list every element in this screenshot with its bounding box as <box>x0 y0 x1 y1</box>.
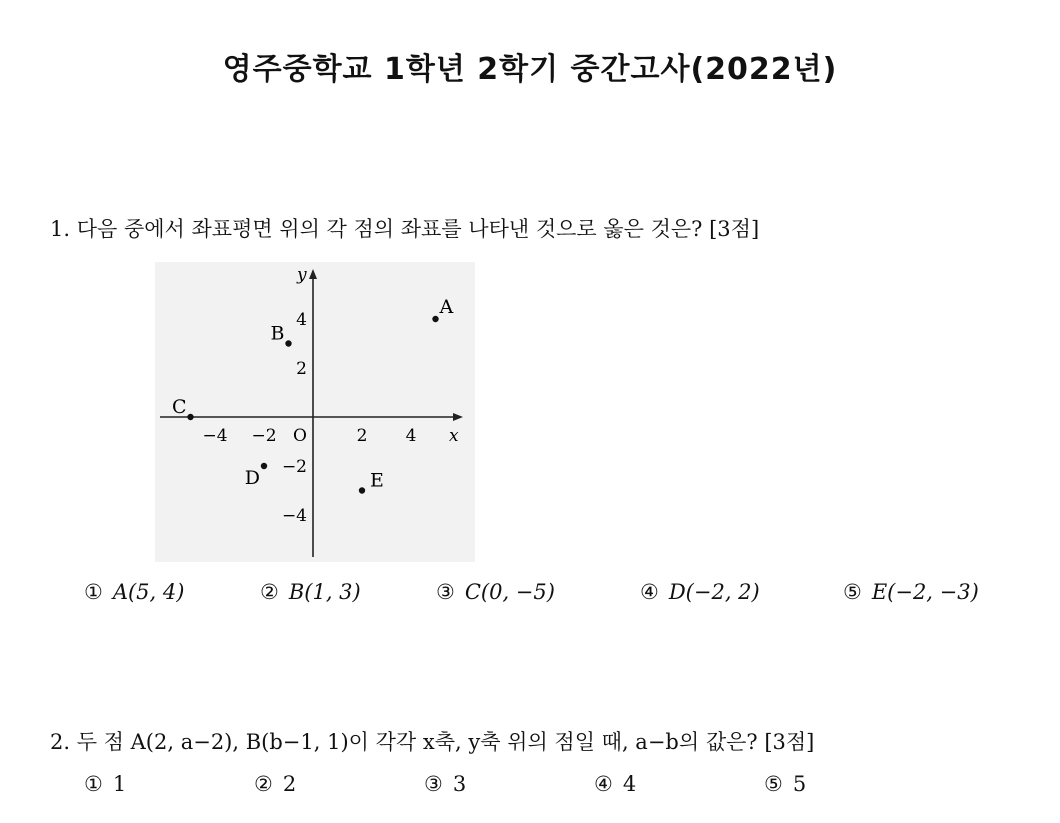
choice-number: ③ <box>424 772 443 796</box>
choice-number: ① <box>84 772 103 796</box>
point-c <box>187 414 193 420</box>
x-tick-label: −2 <box>251 426 277 446</box>
point-a <box>432 316 438 322</box>
choice-number: ⑤ <box>764 772 783 796</box>
y-tick-label: −2 <box>281 457 307 477</box>
point-e <box>359 487 365 493</box>
choice-number: ② <box>254 772 273 796</box>
point-label-b: B <box>270 322 285 345</box>
point-label-c: C <box>171 396 187 418</box>
choice-number: ④ <box>640 580 659 604</box>
choice-text: 1 <box>112 772 127 796</box>
point-label-a: A <box>439 296 454 318</box>
y-tick-label: 2 <box>296 359 307 379</box>
question-1-text: 1. 다음 중에서 좌표평면 위의 각 점의 좌표를 나타낸 것으로 옳은 것은? [3점] <box>50 217 760 241</box>
choice-4[interactable] <box>594 772 636 796</box>
choice-1[interactable] <box>84 772 126 796</box>
x-tick-label: 4 <box>405 426 417 446</box>
x-axis-label: x <box>449 426 459 446</box>
choice-text: 4 <box>622 772 637 796</box>
choice-text: 2 <box>282 772 297 796</box>
point-label-e: E <box>370 469 384 492</box>
coordinate-plane-figure <box>155 262 475 562</box>
y-tick-label: −4 <box>281 506 307 526</box>
choice-number: ① <box>84 580 103 604</box>
choice-text: 5 <box>792 772 807 796</box>
choice-text: D(−2, 2) <box>668 580 760 604</box>
point-label-d: D <box>244 467 260 489</box>
x-tick-label: 2 <box>356 426 368 446</box>
choice-3[interactable] <box>436 580 555 604</box>
page-title: 영주중학교 1학년 2학기 중간고사(2022년) <box>222 52 838 87</box>
y-tick-label: 4 <box>296 310 307 330</box>
point-b <box>285 340 291 346</box>
choice-2[interactable] <box>254 772 296 796</box>
choice-text: C(0, −5) <box>464 580 555 604</box>
origin-label: O <box>293 426 307 446</box>
choice-text: 3 <box>452 772 467 796</box>
choice-3[interactable] <box>424 772 466 796</box>
choice-number: ④ <box>594 772 613 796</box>
choice-text: B(1, 3) <box>288 580 361 604</box>
choice-text: E(−2, −3) <box>871 580 979 604</box>
choice-2[interactable] <box>260 580 361 604</box>
coordinate-plane <box>155 262 475 562</box>
choice-number: ② <box>260 580 279 604</box>
choice-number: ⑤ <box>843 580 862 604</box>
choice-1[interactable] <box>84 580 184 604</box>
choice-5[interactable] <box>843 580 979 604</box>
choice-5[interactable] <box>764 772 806 796</box>
choice-number: ③ <box>436 580 455 604</box>
question-2-text: 2. 두 점 A(2, a−2), B(b−1, 1)이 각각 x축, y축 위의 점일 때, a−b의 값은? [3점] <box>50 730 815 754</box>
x-tick-label: −4 <box>202 426 228 446</box>
question-1-choices <box>0 580 1060 612</box>
choice-4[interactable] <box>640 580 760 604</box>
point-d <box>261 463 267 469</box>
figure-background <box>155 262 475 562</box>
choice-text: A(5, 4) <box>112 580 185 604</box>
y-axis-label: y <box>297 265 307 285</box>
question-2-choices <box>0 772 1060 804</box>
